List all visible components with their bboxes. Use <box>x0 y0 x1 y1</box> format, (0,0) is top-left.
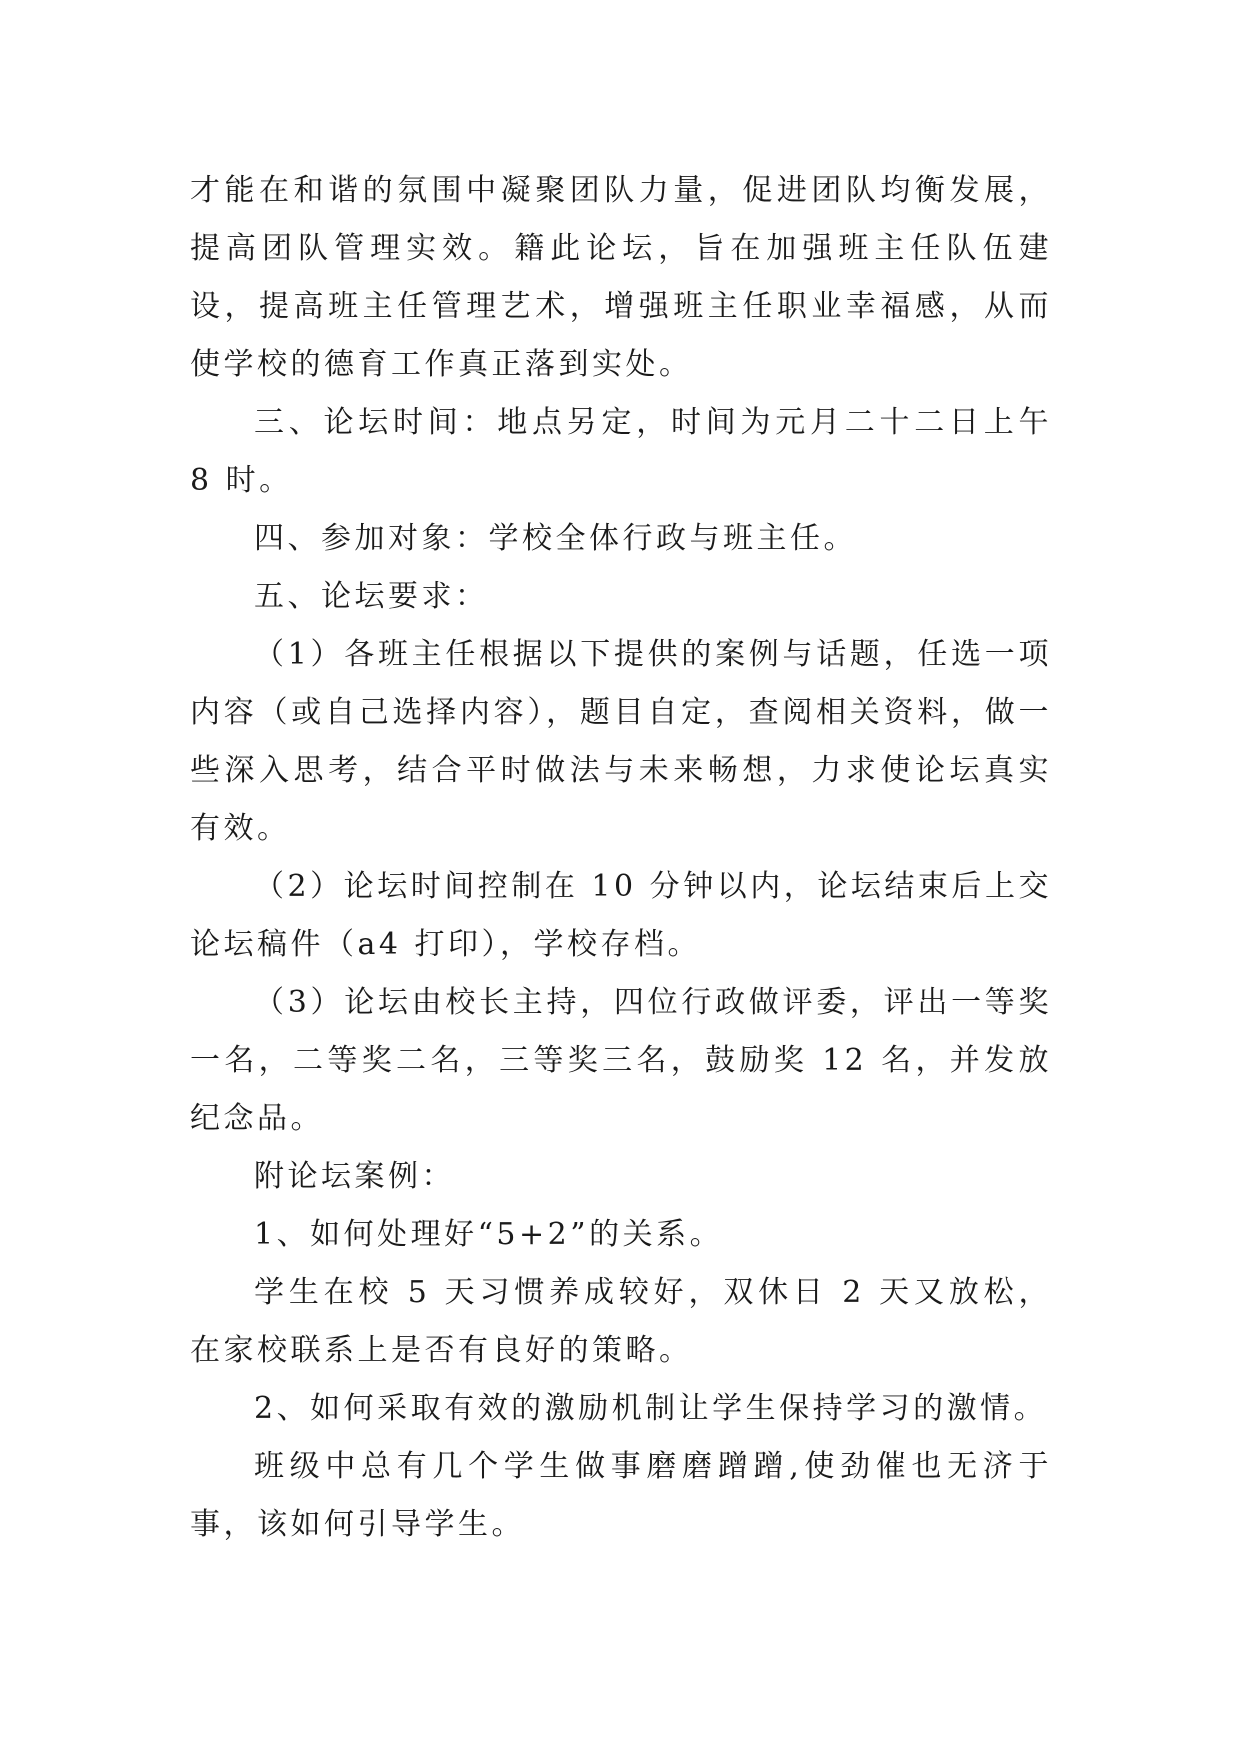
document-body <box>190 162 1052 1554</box>
paragraph-case-2-title: 2、如何采取有效的激励机制让学生保持学习的激情。 <box>254 1391 1048 1426</box>
paragraph-cases-heading: 附论坛案例： <box>254 1159 455 1194</box>
paragraph-case-1-body: 学生在校 5 天习惯养成较好，双休日 2 天又放松，在家校联系上是否有良好的策略。 <box>190 1275 1052 1368</box>
paragraph-requirement-3: （3）论坛由校长主持，四位行政做评委，评出一等奖一名，二等奖二名，三等奖三名，鼓励奖 12 名，并发放纪念品。 <box>190 985 1052 1136</box>
paragraph-requirement-2: （2）论坛时间控制在 10 分钟以内，论坛结束后上交论坛稿件（a4 打印），学校存档。 <box>190 869 1052 962</box>
paragraph-requirements-heading: 五、论坛要求： <box>254 579 489 614</box>
paragraph-forum-time: 三、论坛时间：地点另定，时间为元月二十二日上午 8 时。 <box>190 405 1052 498</box>
paragraph-participants: 四、参加对象：学校全体行政与班主任。 <box>254 521 857 556</box>
paragraph-requirement-1: （1）各班主任根据以下提供的案例与话题，任选一项内容（或自己选择内容），题目自定，查阅相关资料，做一些深入思考，结合平时做法与未来畅想，力求使论坛真实有效。 <box>190 637 1052 846</box>
paragraph-case-1-title: 1、如何处理好“5+2”的关系。 <box>254 1217 724 1252</box>
paragraph-continuation: 才能在和谐的氛围中凝聚团队力量，促进团队均衡发展，提高团队管理实效。籍此论坛，旨在加强班主任队伍建设，提高班主任管理艺术，增强班主任职业幸福感，从而使学校的德育工作真正落到实处。 <box>190 173 1052 382</box>
paragraph-case-2-body: 班级中总有几个学生做事磨磨蹭蹭,使劲催也无济于事，该如何引导学生。 <box>190 1449 1052 1542</box>
